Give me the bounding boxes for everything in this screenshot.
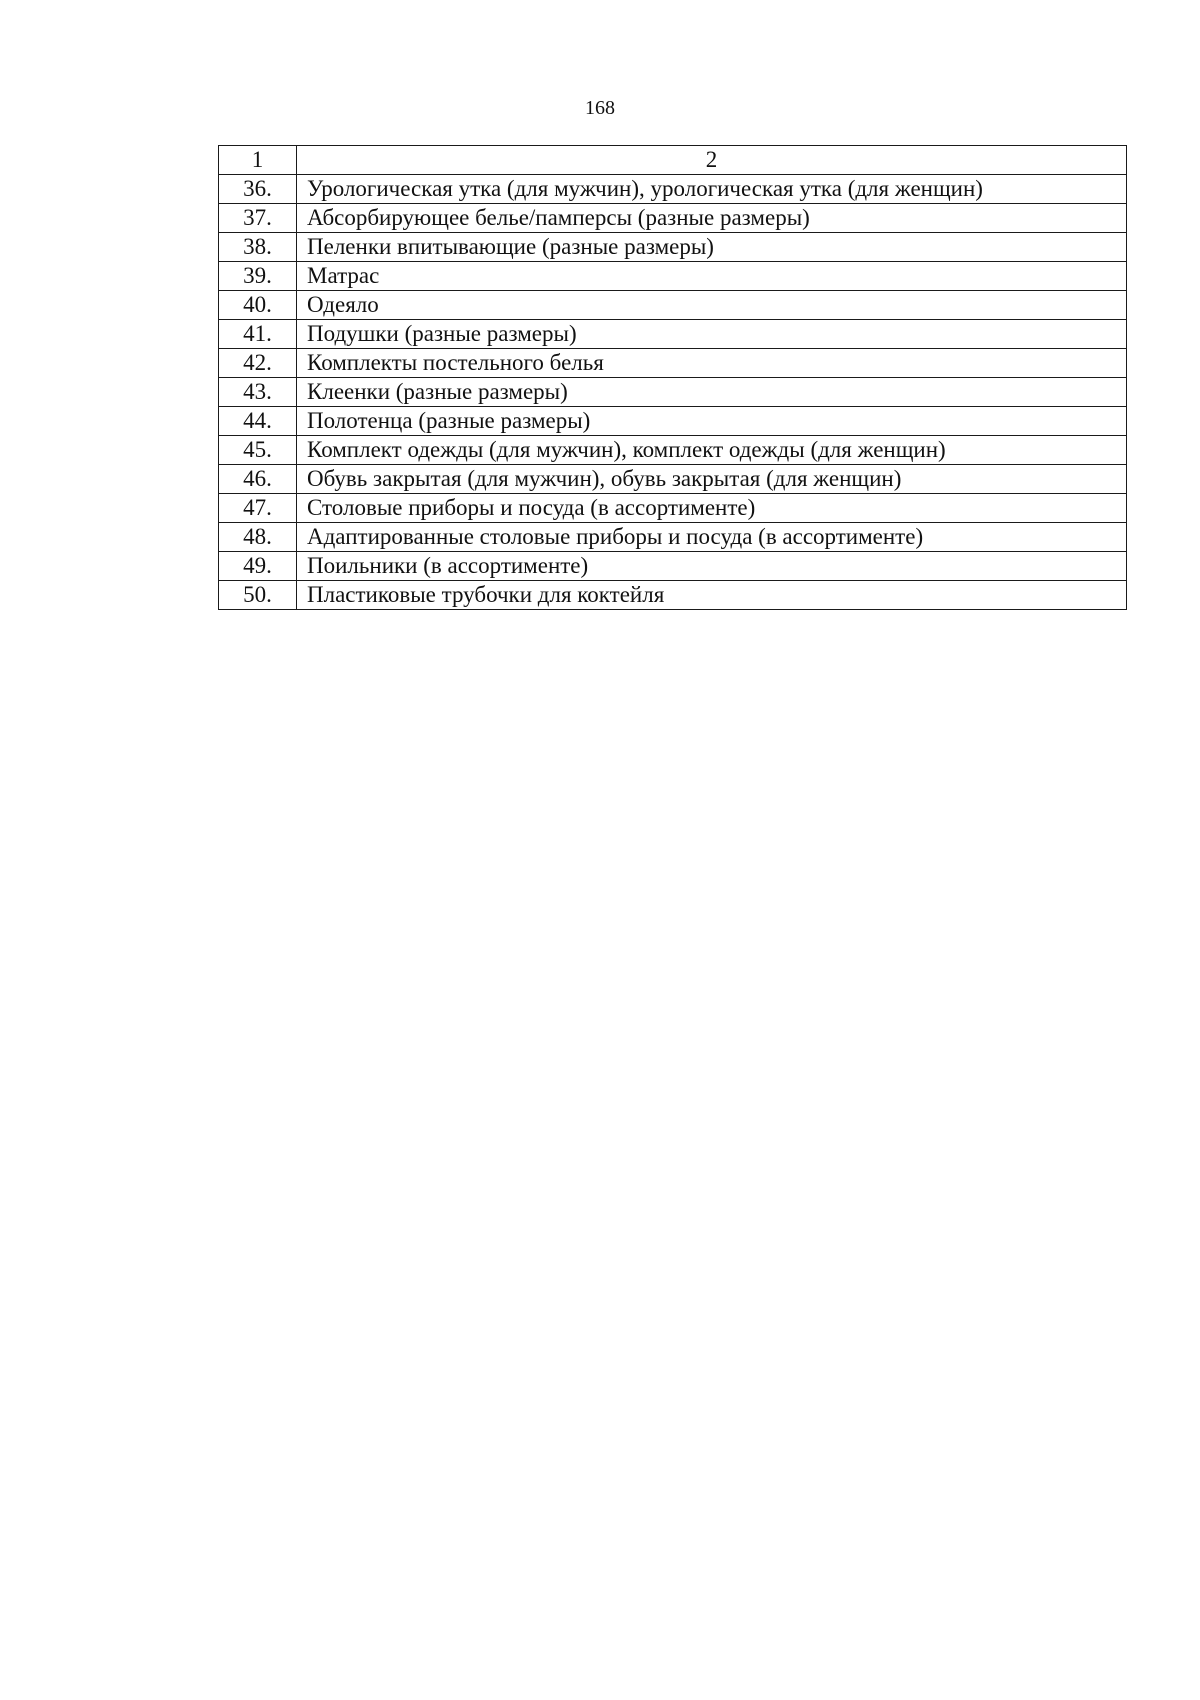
- row-name-cell: Комплекты постельного белья: [297, 349, 1127, 378]
- items-table: [218, 145, 1127, 610]
- row-name-cell: Поильники (в ассортименте): [297, 552, 1127, 581]
- table-row: [219, 291, 1127, 320]
- row-name-cell: Пеленки впитывающие (разные размеры): [297, 233, 1127, 262]
- table-row: [219, 233, 1127, 262]
- row-number-cell: 41.: [219, 320, 297, 349]
- page-number: 168: [585, 97, 615, 119]
- row-name-cell: Пластиковые трубочки для коктейля: [297, 581, 1127, 610]
- table-row: [219, 204, 1127, 233]
- row-number-cell: 47.: [219, 494, 297, 523]
- table-row: [219, 436, 1127, 465]
- header-cell-number: 1: [219, 146, 297, 175]
- row-name-cell: Урологическая утка (для мужчин), урологическая утка (для женщин): [297, 175, 1127, 204]
- row-number-cell: 36.: [219, 175, 297, 204]
- row-number-cell: 49.: [219, 552, 297, 581]
- row-number-cell: 42.: [219, 349, 297, 378]
- table-row: [219, 494, 1127, 523]
- row-number-cell: 45.: [219, 436, 297, 465]
- row-name-cell: Абсорбирующее белье/памперсы (разные размеры): [297, 204, 1127, 233]
- row-name-cell: Обувь закрытая (для мужчин), обувь закрытая (для женщин): [297, 465, 1127, 494]
- header-cell-name: 2: [297, 146, 1127, 175]
- row-number-cell: 37.: [219, 204, 297, 233]
- table-row: [219, 552, 1127, 581]
- table-row: [219, 262, 1127, 291]
- row-number-cell: 43.: [219, 378, 297, 407]
- row-name-cell: Одеяло: [297, 291, 1127, 320]
- table-row: [219, 349, 1127, 378]
- table-row: [219, 175, 1127, 204]
- table-row: [219, 581, 1127, 610]
- row-number-cell: 46.: [219, 465, 297, 494]
- row-name-cell: Полотенца (разные размеры): [297, 407, 1127, 436]
- row-name-cell: Адаптированные столовые приборы и посуда (в ассортименте): [297, 523, 1127, 552]
- row-name-cell: Подушки (разные размеры): [297, 320, 1127, 349]
- row-number-cell: 44.: [219, 407, 297, 436]
- row-name-cell: Клеенки (разные размеры): [297, 378, 1127, 407]
- row-name-cell: Комплект одежды (для мужчин), комплект одежды (для женщин): [297, 436, 1127, 465]
- table-row: [219, 523, 1127, 552]
- table-row: [219, 320, 1127, 349]
- row-number-cell: 48.: [219, 523, 297, 552]
- table-body: [219, 146, 1127, 610]
- row-number-cell: 50.: [219, 581, 297, 610]
- row-number-cell: 39.: [219, 262, 297, 291]
- table-header-row: [219, 146, 1127, 175]
- table-row: [219, 407, 1127, 436]
- row-name-cell: Столовые приборы и посуда (в ассортименте): [297, 494, 1127, 523]
- table-row: [219, 378, 1127, 407]
- row-number-cell: 40.: [219, 291, 297, 320]
- table-row: [219, 465, 1127, 494]
- row-number-cell: 38.: [219, 233, 297, 262]
- row-name-cell: Матрас: [297, 262, 1127, 291]
